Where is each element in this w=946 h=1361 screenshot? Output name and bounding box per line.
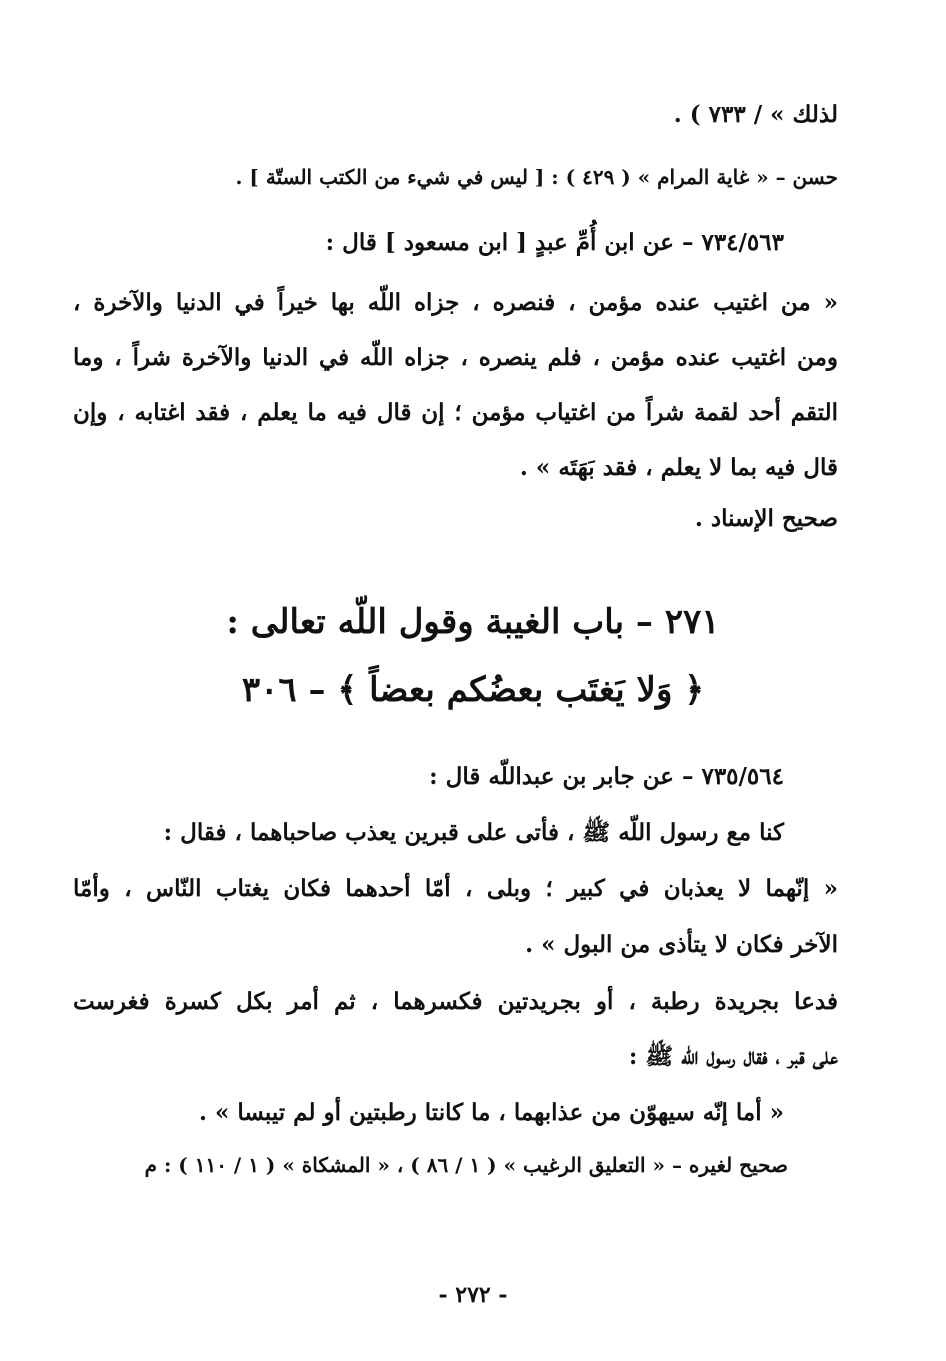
text-line-15: فدعا بجريدة رطبة ، أو بجريدتين فكسرهما ، ثم أمر بكل كسرة فغرست: [73, 988, 838, 1015]
hadith-narrator: – عن جابر بن عبداللّه قال :: [429, 763, 694, 790]
chapter-verse: ﴿ وَلا يَغتَب بعضُكم بعضاً ﴾ – ٣٠٦: [241, 670, 705, 710]
text-line-6: التقم أحد لقمة شراً من اغتياب مؤمن ؛ إن قال فيه ما يعلم ، فقد اغتابه ، وإن: [73, 399, 838, 426]
hadith-number: ٧٣٥/٥٦٤: [701, 763, 784, 790]
text-line-5: ومن اغتيب عنده مؤمن ، فلم ينصره ، جزاه اللّه في الدنيا والآخرة شراً ، وما: [73, 344, 838, 371]
grading-line-sahih-isnad: صحيح الإسناد .: [694, 505, 838, 532]
grading-reference: « غاية المرام » ( ٤٢٩ ) : [ ليس في شيء من الكتب الستّة ] .: [235, 165, 769, 189]
text-line-13: « إنّهما لا يعذبان في كبير ؛ وبلى ، أمّا أحدهما فكان يغتاب النّاس ، وأمّا: [73, 875, 838, 902]
text-line-16: على قبر ، فقال رسول اللّه ﷺ :: [628, 1043, 838, 1070]
hadith-narrator: – عن ابن أُمِّ عبدٍ [ ابن مسعود ] قال :: [325, 229, 694, 256]
hadith-heading-735: [429, 762, 784, 792]
chapter-title: ٢٧١ – باب الغيبة وقول اللّه تعالى :: [226, 602, 720, 642]
text-line-17: « أما إنّه سيهوّن من عذابهما ، ما كانتا رطبتين أو لم تيبسا » .: [198, 1099, 784, 1126]
text-line-12: كنا مع رسول اللّه ﷺ ، فأتى على قبرين يعذب صاحباهما ، فقال :: [163, 819, 784, 846]
page-number: - ٢٧٢ -: [438, 1282, 508, 1308]
grading-label: حسن –: [775, 165, 838, 189]
grading-line-hasan: [236, 162, 839, 192]
text-line-1: لذلك » / ٧٣٣ ) .: [673, 101, 838, 128]
text-line-7: قال فيه بما لا يعلم ، فقد بَهَتَه » .: [519, 454, 838, 481]
grading-reference: « التعليق الرغيب » ( ١ / ٨٦ ) ، « المشكاة » ( ١ / ١١٠ ) : م: [144, 1153, 665, 1177]
hadith-number: ٧٣٤/٥٦٣: [701, 229, 784, 256]
text-line-14: الآخر فكان لا يتأذى من البول » .: [525, 931, 838, 958]
hadith-heading-734: [326, 228, 784, 258]
text-line-4: « من اغتيب عنده مؤمن ، فنصره ، جزاه اللّه بها خيراً في الدنيا والآخرة ،: [73, 289, 838, 316]
grading-label: صحيح لغيره –: [671, 1153, 788, 1177]
grading-line-sahih-lighayrihi: [145, 1150, 788, 1180]
